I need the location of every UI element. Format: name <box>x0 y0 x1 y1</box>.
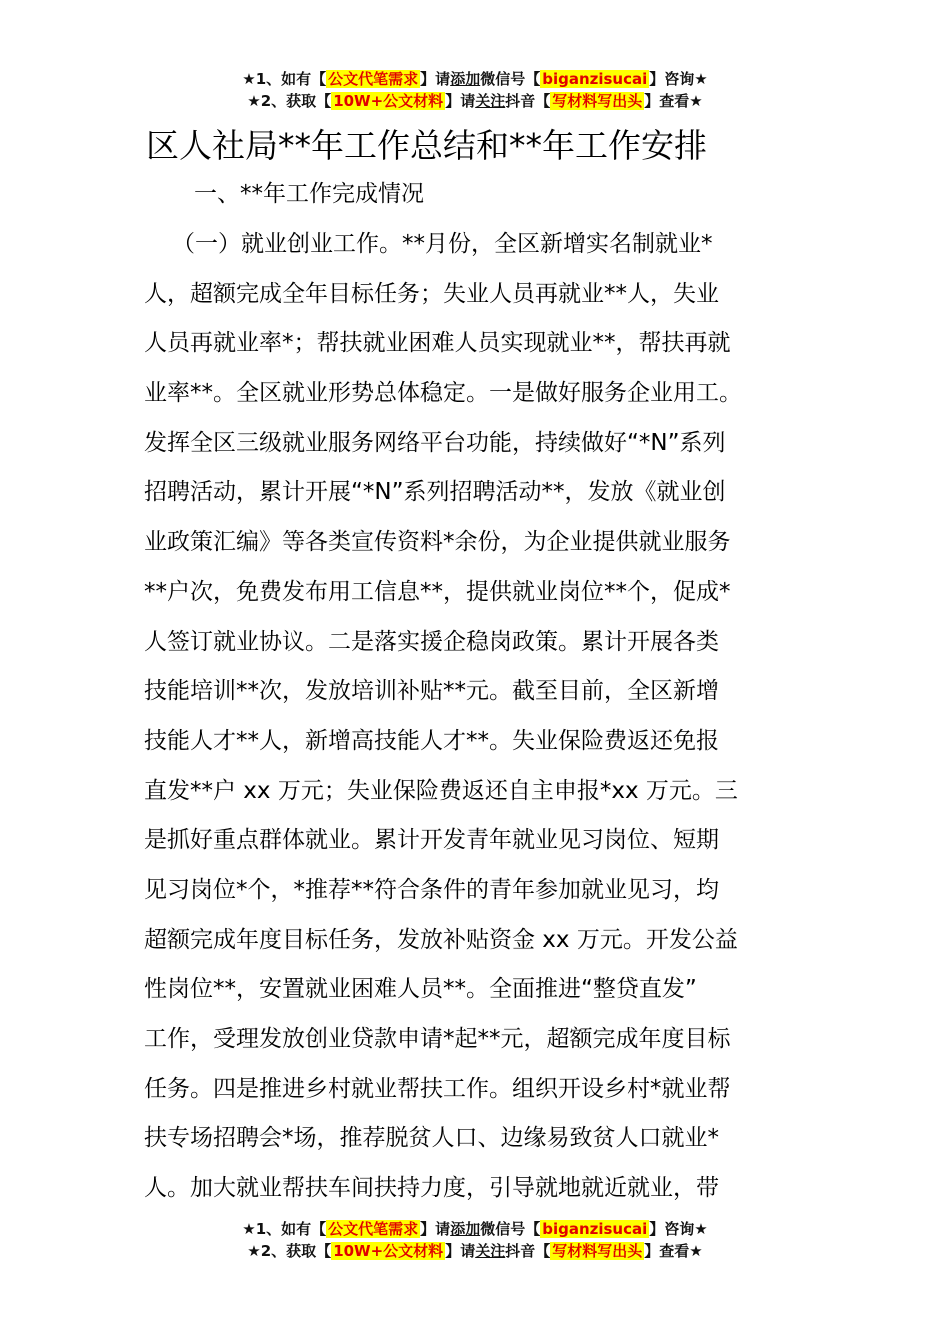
banner-suffix: 】咨询★ <box>649 1220 708 1238</box>
banner-highlight: 10W+公文材料 <box>333 92 444 110</box>
body-line: 超额完成年度目标任务，发放补贴资金 xx 万元。开发公益 <box>144 926 738 953</box>
body-line: 扶专场招聘会*场，推荐脱贫人口、边缘易致贫人口就业* <box>144 1125 719 1152</box>
banner-line-2 <box>0 1240 950 1262</box>
banner-prefix: ★1、如有【 <box>242 70 327 88</box>
body-line: 招聘活动，累计开展“*N”系列招聘活动**，发放《就业创 <box>144 479 726 506</box>
body-line: 业政策汇编》等各类宣传资料*余份，为企业提供就业服务 <box>144 529 731 556</box>
body-line: 发挥全区三级就业服务网络平台功能，持续做好“*N”系列 <box>144 429 726 456</box>
banner-highlight: 公文代笔需求 <box>328 1220 419 1238</box>
body-line: 技能培训**次，发放培训补贴**元。截至目前，全区新增 <box>144 678 719 705</box>
banner-line-1 <box>0 1218 950 1240</box>
banner-text: 】请 <box>445 1242 476 1260</box>
body-line: （一）就业创业工作。**月份，全区新增实名制就业* <box>172 231 713 257</box>
body-line: 人签订就业协议。二是落实援企稳岗政策。累计开展各类 <box>144 628 719 655</box>
body-line: 人员再就业率*；帮扶就业困难人员实现就业**，帮扶再就 <box>144 330 731 357</box>
banner-text: 】请 <box>420 1220 451 1238</box>
banner-text: 微信号【 <box>480 70 541 88</box>
promo-banner-bottom <box>0 1218 950 1262</box>
banner-text: 微信号【 <box>480 1220 541 1238</box>
banner-emphasis: 添加 <box>450 70 481 88</box>
banner-prefix: ★1、如有【 <box>242 1220 327 1238</box>
banner-text: 抖音【 <box>505 92 551 110</box>
banner-suffix: 】查看★ <box>644 1242 703 1260</box>
document-body <box>144 220 844 1214</box>
promo-banner-top <box>0 68 950 112</box>
banner-emphasis: 关注 <box>475 1242 506 1260</box>
banner-line-1 <box>0 68 950 90</box>
banner-emphasis: 添加 <box>450 1220 481 1238</box>
banner-line-2 <box>0 90 950 112</box>
body-line: 直发**户 xx 万元；失业保险费返还自主申报*xx 万元。三 <box>144 777 738 804</box>
banner-highlight: 10W+公文材料 <box>333 1242 444 1260</box>
banner-highlight: 写材料写出头 <box>552 92 643 110</box>
body-line: 见习岗位*个，*推荐**符合条件的青年参加就业见习，均 <box>144 876 719 903</box>
body-line: 工作，受理发放创业贷款申请*起**元，超额完成年度目标 <box>144 1026 731 1052</box>
document-title: 区人社局**年工作总结和**年工作安排 <box>146 126 707 165</box>
banner-prefix: ★2、获取【 <box>247 1242 332 1260</box>
banner-prefix: ★2、获取【 <box>247 92 332 110</box>
banner-highlight: biganzisucai <box>542 1220 648 1238</box>
body-line: **户次，免费发布用工信息**，提供就业岗位**个，促成* <box>144 578 731 605</box>
banner-suffix: 】查看★ <box>644 92 703 110</box>
body-line: 是抓好重点群体就业。累计开发青年就业见习岗位、短期 <box>144 827 719 854</box>
body-line: 性岗位**，安置就业困难人员**。全面推进“整贷直发” <box>144 976 697 1003</box>
banner-emphasis: 关注 <box>475 92 506 110</box>
section-heading: 一、**年工作完成情况 <box>194 181 424 207</box>
banner-suffix: 】咨询★ <box>649 70 708 88</box>
body-line: 人，超额完成全年目标任务；失业人员再就业**人，失业 <box>144 280 719 307</box>
banner-highlight: biganzisucai <box>542 70 648 88</box>
banner-text: 抖音【 <box>505 1242 551 1260</box>
body-line: 人。加大就业帮扶车间扶持力度，引导就地就近就业，带 <box>144 1175 719 1202</box>
banner-highlight: 写材料写出头 <box>552 1242 643 1260</box>
banner-highlight: 公文代笔需求 <box>328 70 419 88</box>
banner-text: 】请 <box>420 70 451 88</box>
body-line: 技能人才**人，新增高技能人才**。失业保险费返还免报 <box>144 727 719 754</box>
banner-text: 】请 <box>445 92 476 110</box>
body-line: 业率**。全区就业形势总体稳定。一是做好服务企业用工。 <box>144 380 742 407</box>
body-line: 任务。四是推进乡村就业帮扶工作。组织开设乡村*就业帮 <box>144 1075 731 1102</box>
